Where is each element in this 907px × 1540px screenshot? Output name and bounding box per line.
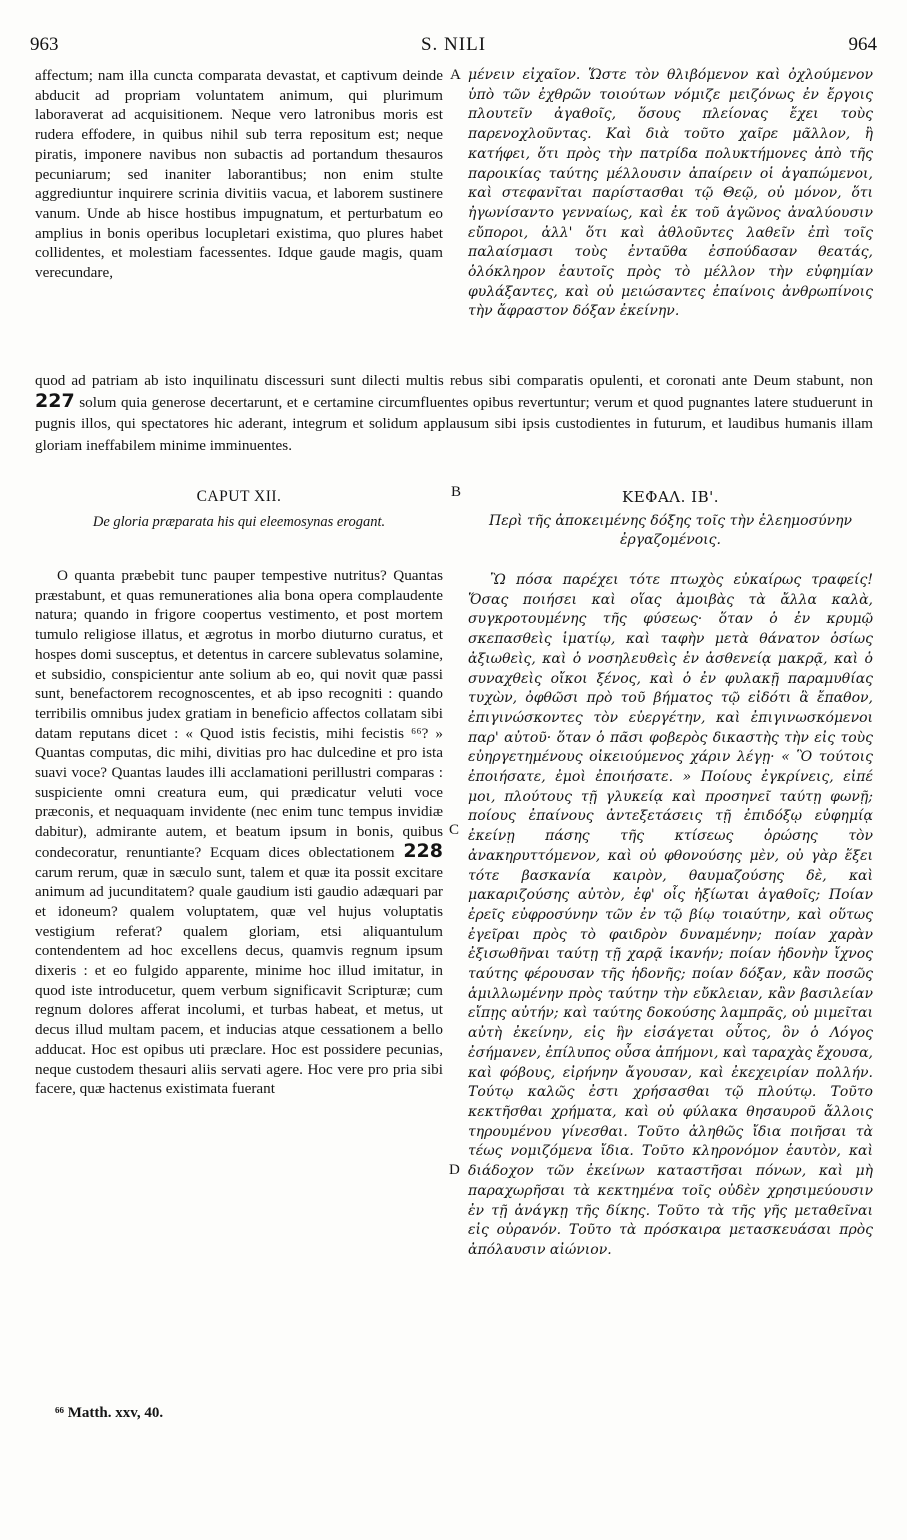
full-width-latin bbox=[35, 370, 873, 478]
column-marker-228: 228 bbox=[403, 839, 443, 862]
greek-chapter-heading bbox=[468, 488, 873, 550]
section-marker-c: C bbox=[449, 822, 460, 838]
full-width-text-1: quod ad patriam ab isto inquilinatu discessuri sunt dilecti multis rebus sibi comparatis opulenti, et coronati ante Deum stabunt, non bbox=[35, 372, 873, 389]
column-marker-227: 227 bbox=[35, 390, 75, 413]
running-title: S. NILI bbox=[420, 34, 487, 55]
latin-chapter-subtitle: De gloria præparata his qui eleemosynas erogant. bbox=[92, 514, 386, 530]
greek-paragraph-top: μένειν εἰχαῖον. Ὥστε τὸν θλιβόμενον καὶ ὀχλούμενον ὑπὸ τῶν ἐχθρῶν τοιούτων νόμιζε μειζόνως ἐν ἔργοις πλουτεῖν ἀγαθοῖς, ὅσους πλείονας ἔχει τοὺς παρενοχλοῦντας. Καὶ διὰ τοῦτο χαῖρε μᾶλλον, ἢ κατήφει, ὅτι πρὸς τὴν πατρίδα πολυκτήμονες ἀπὸ τῆς παροικίας ταύτης μέλλουσιν ἀπαίρειν οἱ ἀγαπώμενοι, καὶ στεφανῖται παρίστασθαι τῷ Θεῷ, οὐ μόνον, ὅτι ἠγωνίσαντο γενναίως, καὶ ἐκ τοῦ ἀγῶνος ἀναλύουσιν εὔποροι, ἀλλ' ὅτι καὶ ἀθλοῦντες λαθεῖν ἐπὶ τοῖς παλαίσμασι τοὺς ἐνταῦθα ἐσπούδασαν θεατάς, ὁλόκληρον ἑαυτοῖς πρὸς τὸ μέλλον τὴν εὐφημίαν φυλάξαντες, καὶ οὐ μειώσαντες ἐπαίνοις ἀνθρωπίνοις τὴν ἄφραστον δόξαν ἐκείνην. bbox=[468, 67, 873, 320]
full-width-text-2: solum quia generose decertarunt, et e certamine circumfluentes opibus revertuntur; verum et quod pugnantes latere studuerunt in pugnis illos, qui spectatores hic aderant, integrum et solidum applausum sibi ipsis custodientes in futurum, et laudibus humanis illam gloriam ineffabilem minime imminuentes. bbox=[35, 394, 874, 454]
section-marker-a: A bbox=[450, 67, 461, 83]
footnote: ⁶⁶ Matth. xxv, 40. bbox=[55, 1405, 164, 1421]
latin-column-lower bbox=[35, 566, 443, 1386]
section-marker-d: D bbox=[449, 1162, 460, 1178]
running-header bbox=[30, 34, 877, 60]
greek-column-lower bbox=[468, 571, 873, 1386]
column-number-left: 963 bbox=[30, 34, 59, 55]
greek-chapter-title: ΚΕΦΑΛ. ΙΒ'. bbox=[622, 488, 719, 506]
greek-column-top bbox=[468, 66, 873, 360]
latin-chapter-title: CAPUT XII. bbox=[196, 488, 282, 505]
latin-paragraph-top: affectum; nam illa cuncta comparata devastat, et captivum deinde abducit ad propriam voluntatem animum, qui plurimum laboraverat ad acquisitionem. Neque vero latronibus moris est rudera effodere, in quibus nihil sub terra repositum est; neque piratis, imponere navibus non subactis ad portandum thesauros pecuniarum; sed inaniter laborantibus; non enim stulte aggrediuntur inquirere scrinia divitiis vacua, et laborem sustinere vanum. Unde ab hisce hostibus impugnatum, et perturbatum eo amplius in bonis operibus locupletari existima, quo plures habet collidentes, et molestiam facessentes. Idque gaude magis, quam verecundare, bbox=[35, 67, 443, 282]
greek-paragraph-lower: Ὢ πόσα παρέχει τότε πτωχὸς εὐκαίρως τραφείς! Ὅσας ποιήσει καὶ οἵας ἀμοιβὰς τὰ ἄλλα καλὰ, συγκροτουμένης τῆς φύσεως· ὅταν ὁ ἐν κρυμῷ σκεπασθεὶς ἱματίῳ, καὶ ταφὴν μετὰ θάνατον ὁσίως ἀξιωθεὶς, καὶ ὁ νοσηλευθεὶς ἐν ἀσθενείᾳ μακρᾷ, καὶ ὁ συναχθεὶς οἴκοι ξένος, καὶ ὁ ἐν φυλακῇ παραμυθίας τυχὼν, ὀφθῶσι πρὸ τοῦ βήματος τῷ εἰδότι ἃ ἔπαθον, ἐπιγινώσκοντες τὸν εὐεργέτην, καὶ ἐπιγινωσκόμενοι παρ' αὐτοῦ· ὅταν ὁ πᾶσι φοβερὸς δικαστὴς τὴν εἰς τοὺς εὐηργετημένους οἰκειούμενος χάριν λέγῃ· « Ὃ τούτοις ἐποιήσατε, ἐμοὶ ἐποιήσατε. » Ποίους ἐγκρίνεις, εἰπέ μοι, πλούτους τῇ γλυκείᾳ καὶ προσηνεῖ ταύτῃ φωνῇ; ποίους ἐπαίνους ἀντεξετάσεις τῇ ἐπιδόξῳ εὐφημίᾳ ἐκείνῃ πάσης τῆς κτίσεως ὁρώσης τὸν ἀνακηρυττόμενον, καὶ οὐ φθονούσης μὲν, οὐ γὰρ ἕξει τότε βασκανία καιρὸν, θαυμαζούσης δὲ, καὶ μακαριζούσης αὐτὸν, ἐφ' οἷς ἠξίωται ἀγαθοῖς; Ποίαν ἐρεῖς εὐφροσύνην τῶν ἐν τῷ βίῳ τοιαύτην, καὶ οὕτως ἐγεῖραι πρὸς τὸ φαιδρὸν δυναμένην; ποίαν χαρὰν ἐξισωθῆναι ταύτῃ τῇ χαρᾷ ἱκανήν; ποίαν ἡδονὴν ἴχνος ταύτης φέρουσαν τῆς ἡδονῆς; ποίαν δόξαν, κἂν ποσῶς ἁμιλλωμένην πρὸς ταύτην τὴν εὔκλειαν, κἂν βασιλείαν εἴπῃς αὐτήν; καὶ ταύτης δοκούσης λαμπρᾶς, οὐ μιμεῖται αὐτὴ ἐκείνην, εἰς ἣν εἰσάγεται οὗτος, ὃν ὁ Λόγος ἐσήμανεν, ἐπίλυπος οὖσα ἀπήμονι, καὶ ταραχὰς ἔχουσα, καὶ φόβους, εἰρήνην ἄγουσαν, καὶ ἐκεχειρίαν πολλήν. Τούτῳ καλῶς ἐστι χρήσασθαι τῷ πλούτῳ. Τοῦτο κεκτῆσθαι χρήματα, καὶ οὐ φύλακα θησαυροῦ ἄλλοις τηρουμένου γίνεσθαι. Τοῦτο ἀληθῶς ἴδια ποιῆσαι τὰ τέως νομιζόμενα ἴδια. Τοῦτο κληρονόμον ἑαυτὸν, καὶ διάδοχον τῶν ἐκείνων καταστῆσαι πόνων, καὶ μὴ παραχωρῆσαι τὰ κεκτημένα τοῖς οὐδὲν χρησιμεύουσιν ἐν τῇ ἀνάγκῃ τῆς δίκης. Τοῦτο τὰ τῆς γῆς μεταθεῖναι εἰς οὐρανόν. Τοῦτο τὰ πρόσκαιρα μετασκευάσαι πρὸς ἀπόλαυσιν αἰώνιον. bbox=[468, 572, 873, 1258]
latin-paragraph-lower-1: O quanta præbebit tunc pauper tempestive nutritus? Quantas præstabunt, et quas remunerationes alia bona opera complaudente natura; quando in frigore coopertus vestimento, et post mortem tumulo religiose illatus, et ægrotus in morbo diuturno curatus, et hospes domi susceptus, et detentus in carcere sublevatus solamine, et subsidio, conspicientur ante solium ab eo, qui novit quæ passi sunt, benefactorem recognoscentes, et ab ipso recogniti : quando terribilis omnibus judex gratiam in beneficio affectos collatam sibi datam reputans dicet : « Quod istis fecistis, mihi fecistis ⁶⁶? » Quantas computas, dic mihi, divitias pro hac dulcedine et pro ista suavi voce? Quantas laudes illi acclamationi perillustri comparas : suspiciente omni creatura eum, qui prædicatur veluti voce præconis, et nequaquam invidente (nec enim tunc tempus invidiæ dabitur), admirante autem, et beatum ipsum in bonis, quibus condecoratur, renuntiante? Ecquam dices oblectationem bbox=[35, 567, 443, 861]
column-number-right: 964 bbox=[848, 34, 877, 55]
latin-column-top bbox=[35, 66, 443, 360]
latin-paragraph-lower-2: carum rerum, quæ in sæculo sunt, talem et quæ ita possit excitare animum ad jucunditatem? quale gaudium isti gaudio adæquari par et idoneum? qualem voluptatem, quæ vel hujus voluptatis vestigium referat? qualem gloriam, etsi aliquantulum contendentem ad hoc excellens decus, quamvis regnum ipsum dixeris : et eo fulgido apparente, minime hoc illud imitatur, in quod iste introducetur, quem verbum significavit Scripturæ; cum regnum dolores afferat incolumi, et turbas habeat, et metus, ut decus illud multam pacem, et inducias atque cessationem a bello adducat. Hoc est opibus uti præclare. Hoc est possidere pecunias, neque custodem thesauri aliis servati agere. Hoc vere pro pria sibi facere, quæ hactenus existimata fuerant bbox=[35, 863, 443, 1098]
latin-chapter-heading bbox=[35, 488, 443, 532]
greek-chapter-subtitle: Περὶ τῆς ἀποκειμένης δόξης τοῖς τὴν ἐλεημοσύνην ἐργαζομένοις. bbox=[489, 513, 852, 548]
section-marker-b: B bbox=[451, 484, 462, 500]
